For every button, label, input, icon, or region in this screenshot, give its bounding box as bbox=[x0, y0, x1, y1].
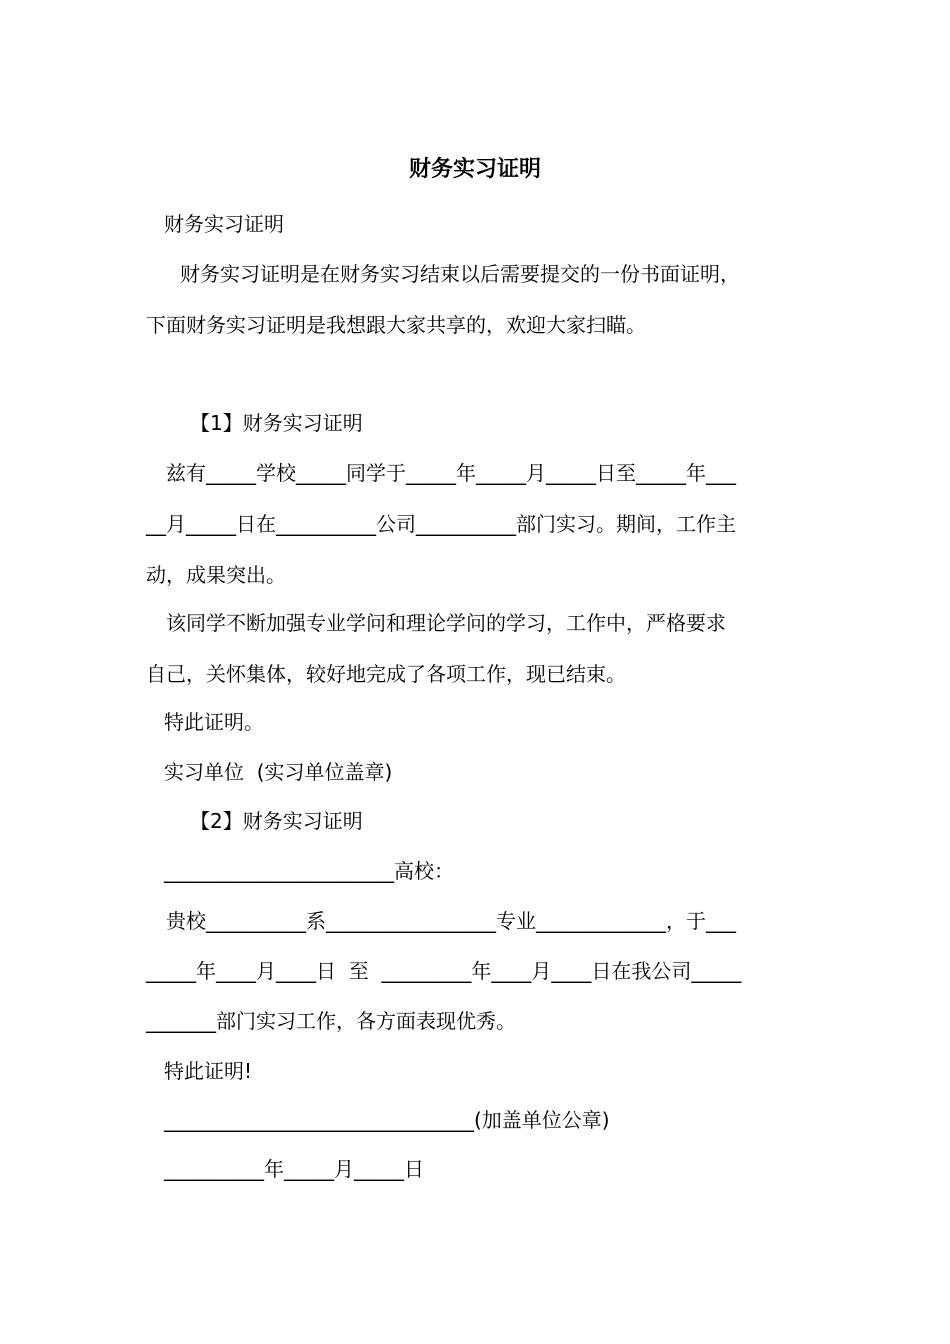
section-2-seal-line: _______________________________(加盖单位公章) bbox=[164, 1108, 610, 1132]
intro-paragraph-line-2: 下面财务实习证明是我想跟大家共享的，欢迎大家扫瞄。 bbox=[146, 313, 646, 337]
section-1-body-line-2: __月_____日在__________公司__________部门实习。期间，工作主 bbox=[146, 512, 736, 536]
section-2-body-line-1: 贵校__________系_________________专业_____________，于___ bbox=[166, 909, 736, 933]
section-2-addressee: _______________________高校： bbox=[164, 859, 454, 883]
intro-paragraph-line-1: 财务实习证明是在财务实习结束以后需要提交的一份书面证明， bbox=[180, 262, 740, 286]
section-1-body-line-1: 兹有_____学校_____同学于_____年_____月_____日至_____年___ bbox=[166, 461, 736, 485]
section-1-signature: 实习单位 (实习单位盖章) bbox=[164, 760, 393, 784]
document-title: 财务实习证明 bbox=[408, 157, 541, 182]
section-2-heading: 【2】财务实习证明 bbox=[190, 809, 363, 833]
section-1-closing: 特此证明。 bbox=[164, 710, 264, 734]
section-2-body-line-3: _______部门实习工作，各方面表现优秀。 bbox=[146, 1009, 516, 1033]
intro-heading: 财务实习证明 bbox=[164, 212, 284, 236]
section-2-body-line-2: _____年____月____日 至 _________年____月____日在我公司_____ bbox=[146, 959, 742, 983]
section-1-heading: 【1】财务实习证明 bbox=[190, 411, 363, 435]
section-2-closing: 特此证明! bbox=[164, 1059, 253, 1083]
section-1-body-line-3: 动，成果突出。 bbox=[146, 563, 286, 587]
section-1-body-line-5: 自己，关怀集体，较好地完成了各项工作，现已结束。 bbox=[146, 662, 626, 686]
section-1-body-line-4: 该同学不断加强专业学问和理论学问的学习，工作中，严格要求 bbox=[166, 611, 726, 635]
section-2-date-line: __________年_____月_____日 bbox=[164, 1157, 424, 1181]
